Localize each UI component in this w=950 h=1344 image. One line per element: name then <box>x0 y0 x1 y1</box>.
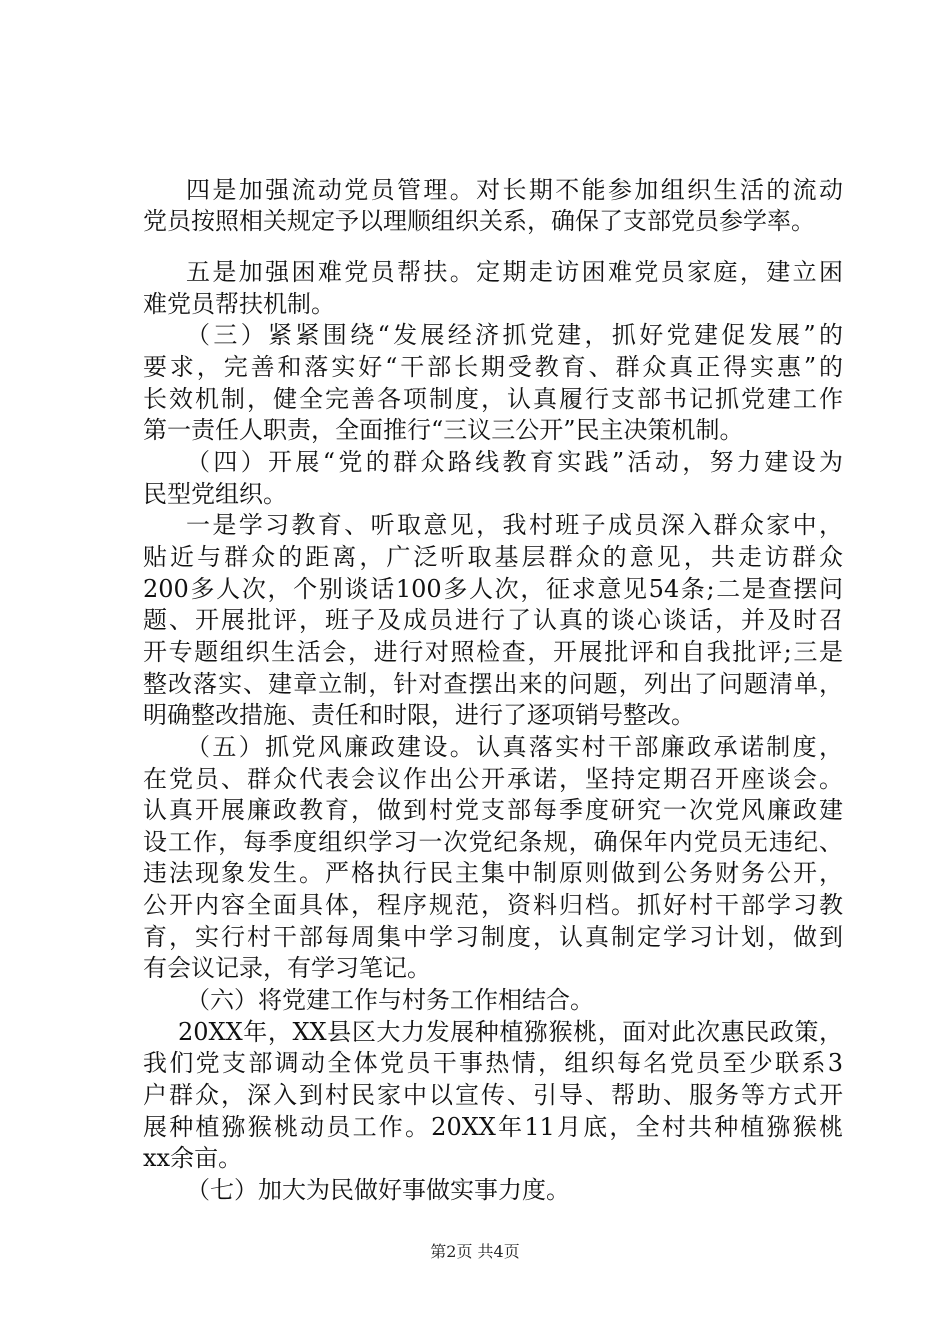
page-footer: 第2页 共4页 <box>430 1242 520 1261</box>
paragraph-line: 展种植猕猴桃动员工作。20XX年11月底，全村共种植猕猴桃 <box>143 1113 843 1141</box>
paragraph-line: 一是学习教育、听取意见，我村班子成员深入群众家中， <box>186 511 843 539</box>
paragraph-line: 200多人次，个别谈话100多人次，征求意见54条;二是查摆问 <box>143 575 843 603</box>
paragraph-line: 公开内容全面具体，程序规范，资料归档。抓好村干部学习教 <box>143 891 843 919</box>
paragraph-line: 开专题组织生活会，进行对照检查，开展批评和自我批评;三是 <box>143 638 843 666</box>
paragraph-line: 设工作，每季度组织学习一次党纪条规，确保年内党员无违纪、 <box>143 828 843 856</box>
paragraph-line: （四）开展“党的群众路线教育实践”活动，努力建设为 <box>186 448 843 476</box>
paragraph-line: （七）加大为民做好事做实事力度。 <box>186 1176 570 1204</box>
paragraph-line: （五）抓党风廉政建设。认真落实村干部廉政承诺制度， <box>186 733 843 761</box>
paragraph-line: 五是加强困难党员帮扶。定期走访困难党员家庭，建立困 <box>186 258 843 286</box>
paragraph-line: 难党员帮扶机制。 <box>143 290 335 318</box>
paragraph-line: 我们党支部调动全体党员干事热情，组织每名党员至少联系3 <box>143 1049 843 1077</box>
paragraph-line: 题、开展批评，班子及成员进行了认真的谈心谈话，并及时召 <box>143 606 843 634</box>
paragraph-line: 四是加强流动党员管理。对长期不能参加组织生活的流动 <box>186 176 843 204</box>
paragraph-line: 第一责任人职责，全面推行“三议三公开”民主决策机制。 <box>143 416 744 444</box>
paragraph-line: 在党员、群众代表会议作出公开承诺，坚持定期召开座谈会。 <box>143 765 843 793</box>
paragraph-line: 20XX年，XX县区大力发展种植猕猴桃，面对此次惠民政策， <box>178 1018 843 1046</box>
paragraph-line: 有会议记录，有学习笔记。 <box>143 954 431 982</box>
paragraph-line: 整改落实、建章立制，针对查摆出来的问题，列出了问题清单， <box>143 670 843 698</box>
paragraph-line: 党员按照相关规定予以理顺组织关系，确保了支部党员参学率。 <box>143 207 815 235</box>
paragraph-line: 贴近与群众的距离，广泛听取基层群众的意见，共走访群众 <box>143 543 843 571</box>
paragraph-line: 长效机制，健全完善各项制度，认真履行支部书记抓党建工作 <box>143 385 843 413</box>
paragraph-line: xx余亩。 <box>143 1144 243 1172</box>
paragraph-line: 要求，完善和落实好“干部长期受教育、群众真正得实惠”的 <box>143 353 843 381</box>
paragraph-line: 民型党组织。 <box>143 480 287 508</box>
paragraph-line: 违法现象发生。严格执行民主集中制原则做到公务财务公开， <box>143 859 843 887</box>
paragraph-line: （三）紧紧围绕“发展经济抓党建，抓好党建促发展”的 <box>186 321 843 349</box>
paragraph-line: 户群众，深入到村民家中以宣传、引导、帮助、服务等方式开 <box>143 1081 843 1109</box>
paragraph-line: 明确整改措施、责任和时限，进行了逐项销号整改。 <box>143 701 695 729</box>
paragraph-line: 育，实行村干部每周集中学习制度，认真制定学习计划，做到 <box>143 923 843 951</box>
paragraph-line: 认真开展廉政教育，做到村党支部每季度研究一次党风廉政建 <box>143 796 843 824</box>
paragraph-line: （六）将党建工作与村务工作相结合。 <box>186 986 594 1014</box>
